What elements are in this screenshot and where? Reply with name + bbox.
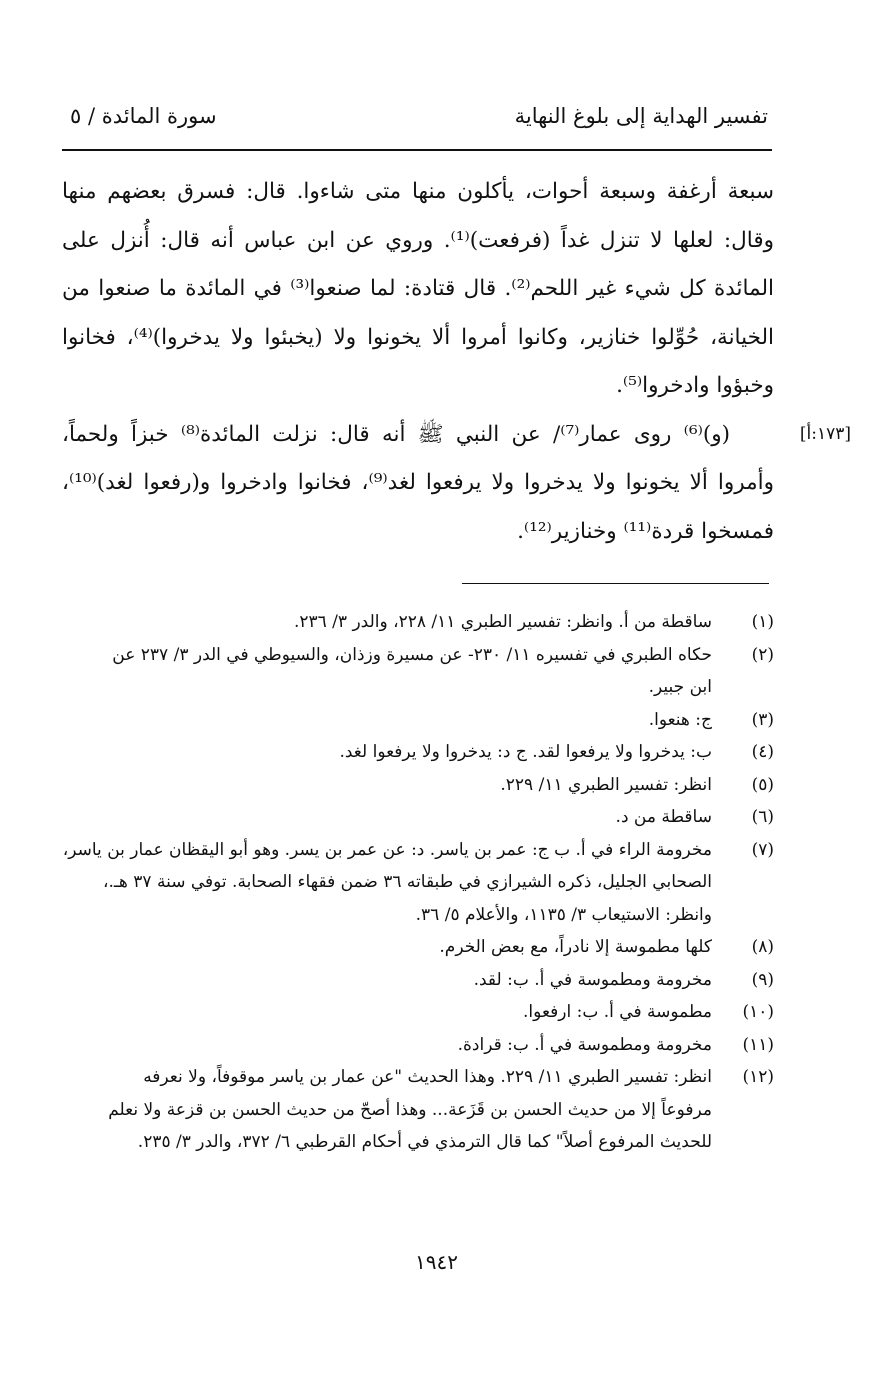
footnote-text [62,606,712,639]
footnote-number: (٥) [751,774,774,795]
footnote-line: انظر: تفسير الطبري ١١/ ٢٢٩. [500,774,712,795]
footnote [62,1029,774,1062]
footnote-line: ساقطة من د. [615,807,712,827]
header-divider [62,149,772,151]
footnote-line: الصحابي الجليل، ذكره الشيرازي في طبقاته ٣٦ ضمن فقهاء الصحابة. توفي سنة ٣٧ هـ.، [103,872,712,892]
footnote [62,736,774,769]
footnote-line: ب: يدخروا ولا يرفعوا لقد. ج د: يدخروا ولا يرفعوا لغد. [339,742,712,762]
footnote-number: (٢) [751,644,774,665]
footnote-number: (١١) [742,1034,774,1055]
footnote-line: ج: هنعوا. [648,709,712,730]
running-title: تفسير الهداية إلى بلوغ النهاية [514,104,768,128]
footnote-number: (٧) [751,839,774,860]
footnote-line: مخرومة ومطموسة في أ. ب: قرادة. [457,1034,712,1055]
footnote-line: مطموسة في أ. ب: ارفعوا. [523,1002,712,1022]
footnote [62,996,774,1029]
footnote-line: للحديث المرفوع أصلاً" كما قال الترمذي في أحكام القرطبي ٦/ ٣٧٢، والدر ٣/ ٢٣٥. [137,1132,712,1152]
footnotes [62,606,774,1159]
footnote-text [62,996,712,1029]
footnote [62,704,774,737]
footnote-divider [462,583,769,584]
footnote-text [62,1061,712,1159]
footnote [62,639,774,704]
footnote [62,606,774,639]
footnote-number: (١٢) [742,1067,774,1087]
footnote-line: مخرومة ومطموسة في أ. ب: لقد. [473,969,712,990]
footnote-line: انظر: تفسير الطبري ١١/ ٢٢٩. وهذا الحديث "عن عمار بن ياسر موقوفاً، ولا نعرفه [143,1067,712,1087]
footnote [62,931,774,964]
footnote-text [62,736,712,769]
footnote-number: (٩) [751,969,774,990]
footnote-number: (٦) [751,807,774,827]
footnote-line: ساقطة من أ. وانظر: تفسير الطبري ١١/ ٢٢٨، والدر ٣/ ٢٣٦. [293,612,712,632]
footnote [62,834,774,932]
footnote-number: (٤) [751,742,774,762]
footnote-text [62,1029,712,1062]
paragraph-2: (و)⁽⁶⁾ روى عمار⁽⁷⁾/ عن النبي ﷺ أنه قال: نزلت المائدة⁽⁸⁾ خبزاً ولحماً، وأمروا ألا يخونوا ولا يدخروا ولا يرفعوا لغد⁽⁹⁾، فخانوا وادخروا و(رفعوا لغد)⁽¹⁰⁾، فمسخوا قردة⁽¹¹⁾ وخنازير⁽¹²⁾. [62,421,774,544]
footnote-number: (١٠) [742,1002,774,1022]
footnote [62,801,774,834]
footnote [62,964,774,997]
footnote-text [62,931,712,964]
footnote-number: (٨) [751,937,774,957]
footnote-line: كلها مطموسة إلا نادراً، مع بعض الخرم. [439,937,712,957]
footnote [62,769,774,802]
footnote-line: حكاه الطبري في تفسيره ١١/ ٢٣٠- عن مسيرة وزذان، والسيوطي في الدر ٣/ ٢٣٧ عن [112,644,712,665]
footnote-number: (٣) [751,709,774,730]
footnote-line: وانظر: الاستيعاب ٣/ ١١٣٥، والأعلام ٥/ ٣٦. [415,904,712,925]
manuscript-folio-ref: [١٧٣:أ] [799,424,851,444]
footnote-text [62,834,712,932]
surah-header: سورة المائدة / ٥ [70,104,217,128]
footnote-text [62,801,712,834]
main-text [62,168,774,556]
footnote-line: مرفوعاً إلا من حديث الحسن بن قَزَعة... وهذا أصحّ من حديث الحسن بن قزعة ولا نعلم [108,1099,712,1120]
footnote-text [62,704,712,737]
footnote-line: ابن جبير. [648,677,712,697]
page-number: ١٩٤٢ [415,1250,458,1274]
footnote-number: (١) [751,612,774,632]
footnote-line: مخرومة الراء في أ. ب ج: عمر بن ياسر. د: عن عمر بن يسر. وهو أبو اليقظان عمار بن ياسر، [62,839,712,860]
footnote-text [62,964,712,997]
paragraph-1: سبعة أرغفة وسبعة أحوات، يأكلون منها متى شاءوا. قال: فسرق بعضهم منها وقال: لعلها لا تنزل غداً (فرفعت)⁽¹⁾. وروي عن ابن عباس أنه قال: أُنزل على المائدة كل شيء غير اللحم⁽²⁾. قال قتادة: لما صنعوا⁽³⁾ في المائدة ما صنعوا من الخيانة، حُوِّلوا خنازير، وكانوا أمروا ألا يخونوا ولا (يخبئوا ولا يدخروا)⁽⁴⁾، فخانوا وخبؤوا وادخروا⁽⁵⁾. [62,179,774,398]
footnote [62,1061,774,1159]
footnote-text [62,639,712,704]
footnote-text [62,769,712,802]
